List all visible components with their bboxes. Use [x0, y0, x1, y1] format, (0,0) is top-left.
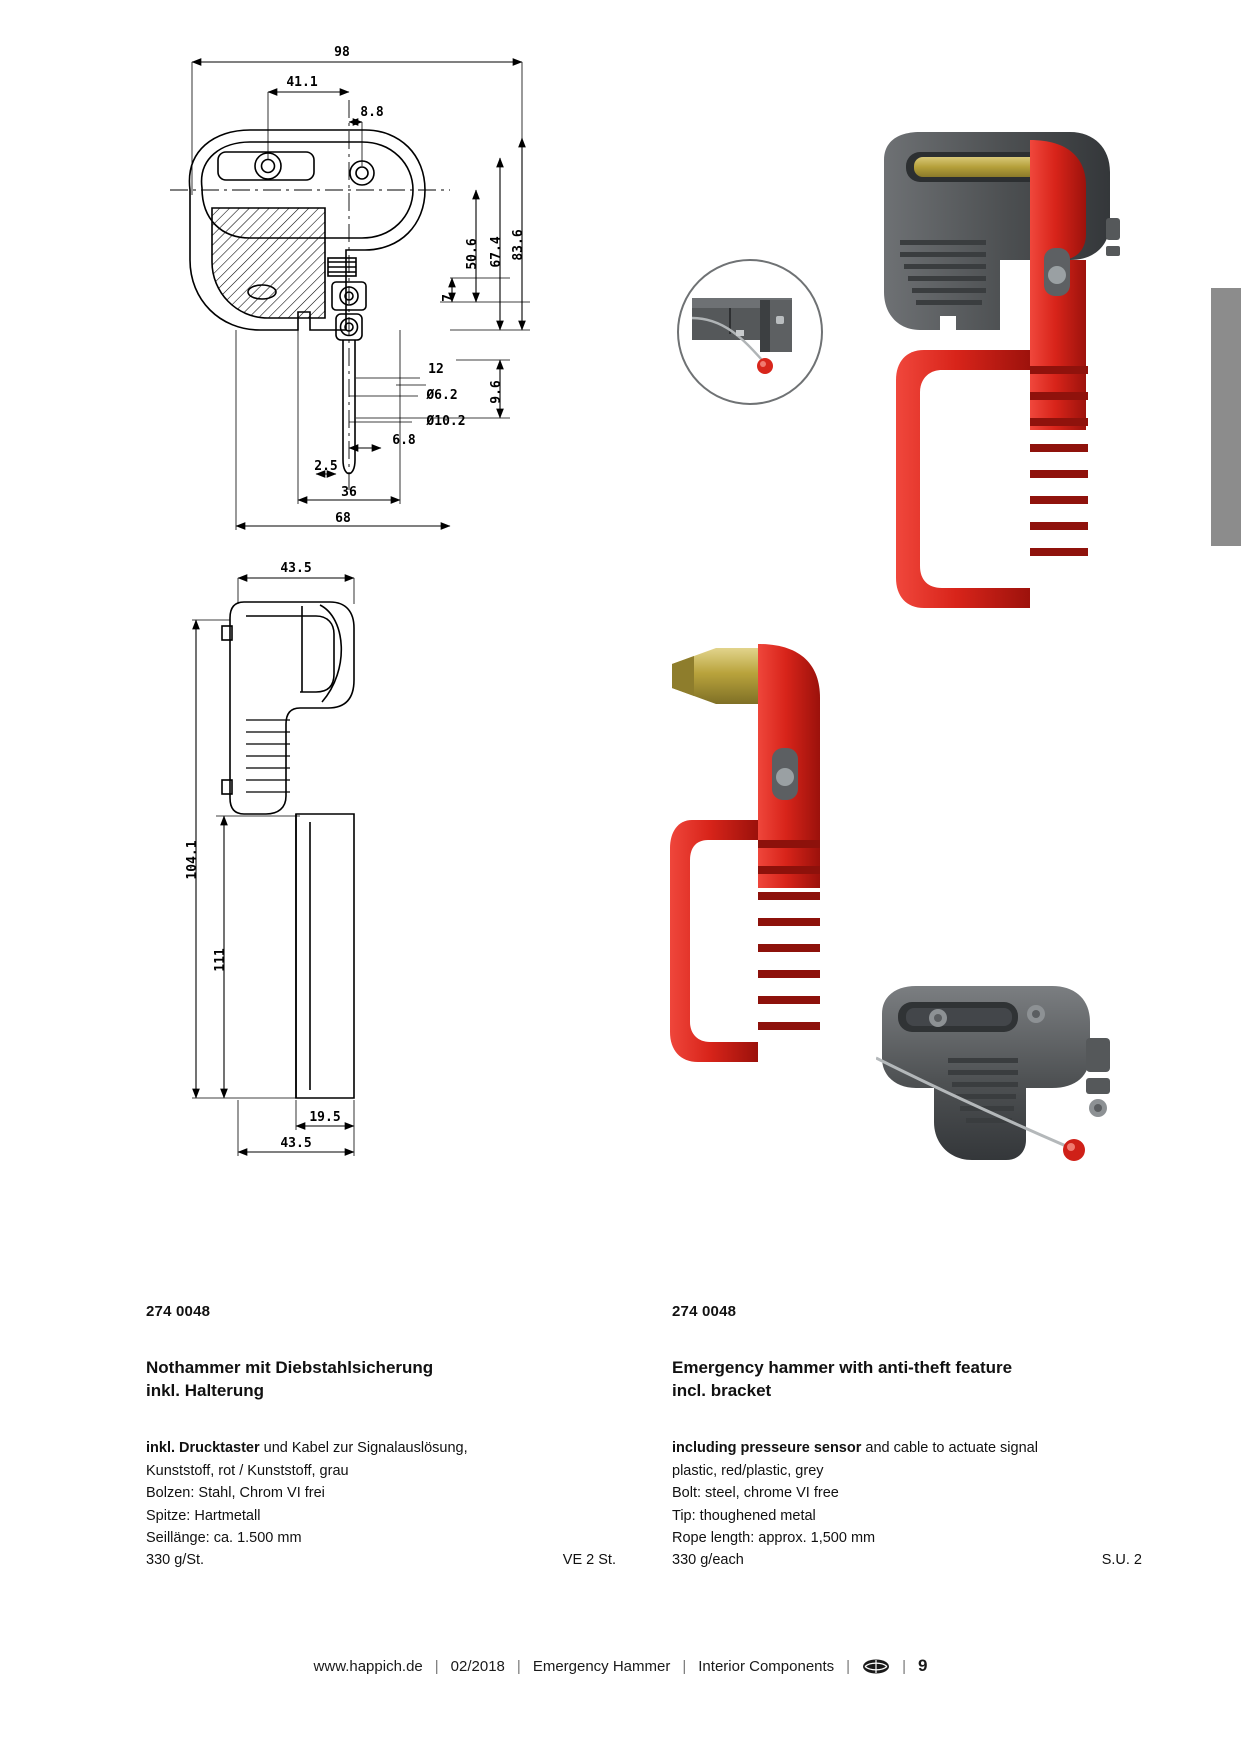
spec-rope-german: Seillänge: ca. 1.500 mm: [146, 1530, 302, 1546]
svg-text:Ø10.2: Ø10.2: [426, 414, 466, 429]
svg-text:104.1: 104.1: [185, 840, 200, 880]
svg-text:111: 111: [213, 948, 228, 972]
svg-text:12: 12: [428, 362, 444, 377]
spec-trigger-german-rest: und Kabel zur Signalauslösung,: [259, 1440, 468, 1457]
photo-detail-bracket-closeup: [672, 256, 828, 408]
happich-logo-icon: [862, 1659, 890, 1674]
spec-weight-row-german: [146, 1549, 616, 1571]
svg-text:36: 36: [341, 485, 357, 500]
article-number-left: 274 0048: [146, 1303, 211, 1320]
spec-trigger-german: [146, 1437, 616, 1459]
svg-text:67.4: 67.4: [489, 236, 504, 268]
footer-category: Interior Components: [698, 1657, 835, 1675]
svg-text:68: 68: [335, 511, 351, 526]
product-title-english-line2: incl. bracket: [672, 1381, 772, 1401]
svg-text:8.8: 8.8: [360, 105, 384, 120]
spec-trigger-english-rest: and cable to actuate signal: [861, 1440, 1038, 1457]
product-title-english: [672, 1357, 1142, 1403]
svg-text:98: 98: [334, 45, 350, 60]
page-footer: [0, 1656, 1241, 1676]
spec-rope-english: Rope length: approx. 1,500 mm: [672, 1530, 876, 1546]
footer-separator-4: |: [846, 1657, 851, 1675]
technical-drawing: [150, 30, 620, 1170]
svg-text:50.6: 50.6: [465, 238, 480, 270]
photo-hammer-in-bracket: [880, 130, 1160, 630]
spec-tip-german: Spitze: Hartmetall: [146, 1507, 261, 1524]
packaging-unit-german: VE 2 St.: [562, 1552, 616, 1569]
packaging-unit-english: S.U. 2: [1101, 1552, 1142, 1569]
svg-text:9.6: 9.6: [489, 380, 504, 404]
footer-separator-5: |: [902, 1657, 906, 1675]
svg-text:83.6: 83.6: [511, 229, 526, 261]
product-title-german-line2: inkl. Halterung: [146, 1381, 265, 1401]
product-title-english-line1: Emergency hammer with anti-theft feature: [672, 1358, 1013, 1378]
spec-bolt-english: Bolt: steel, chrome VI free: [672, 1485, 839, 1502]
spec-weight-german: 330 g/St.: [146, 1552, 205, 1569]
photo-hammer-standalone: [668, 640, 908, 1090]
footer-product-name: Emergency Hammer: [532, 1657, 671, 1675]
spec-material-english: plastic, red/plastic, grey: [672, 1462, 824, 1479]
spec-material-german: Kunststoff, rot / Kunststoff, grau: [146, 1462, 349, 1479]
edge-index-tab: [1211, 288, 1241, 546]
svg-text:2.5: 2.5: [314, 459, 338, 474]
svg-text:41.1: 41.1: [286, 75, 318, 90]
article-number-right: 274 0048: [672, 1303, 737, 1320]
product-description-english: [672, 1300, 1142, 1572]
svg-text:7: 7: [441, 294, 456, 302]
product-title-german-line1: Nothammer mit Diebstahlsicherung: [146, 1358, 434, 1378]
spec-weight-row-english: [672, 1549, 1142, 1571]
svg-text:6.8: 6.8: [392, 433, 416, 448]
svg-text:43.5: 43.5: [280, 561, 312, 576]
spec-tip-english: Tip: thoughened metal: [672, 1507, 816, 1524]
spec-bolt-german: Bolzen: Stahl, Chrom VI frei: [146, 1485, 325, 1502]
svg-text:Ø6.2: Ø6.2: [426, 388, 458, 403]
footer-separator-3: |: [682, 1657, 687, 1675]
footer-website[interactable]: www.happich.de: [313, 1657, 423, 1675]
spec-weight-english: 330 g/each: [672, 1552, 744, 1569]
spec-trigger-english: [672, 1437, 1142, 1459]
product-title-german: [146, 1357, 616, 1403]
product-description-german: [146, 1300, 616, 1572]
page-number: 9: [917, 1656, 928, 1675]
footer-separator-2: |: [516, 1657, 521, 1675]
photo-bracket-with-cable: [876, 980, 1156, 1190]
svg-text:43.5: 43.5: [280, 1136, 312, 1151]
svg-text:19.5: 19.5: [309, 1110, 341, 1125]
footer-issue-date: 02/2018: [450, 1657, 505, 1675]
spec-trigger-english-bold: including presseure sensor: [672, 1440, 862, 1457]
footer-separator-1: |: [434, 1657, 439, 1675]
spec-trigger-german-bold: inkl. Drucktaster: [146, 1440, 260, 1457]
